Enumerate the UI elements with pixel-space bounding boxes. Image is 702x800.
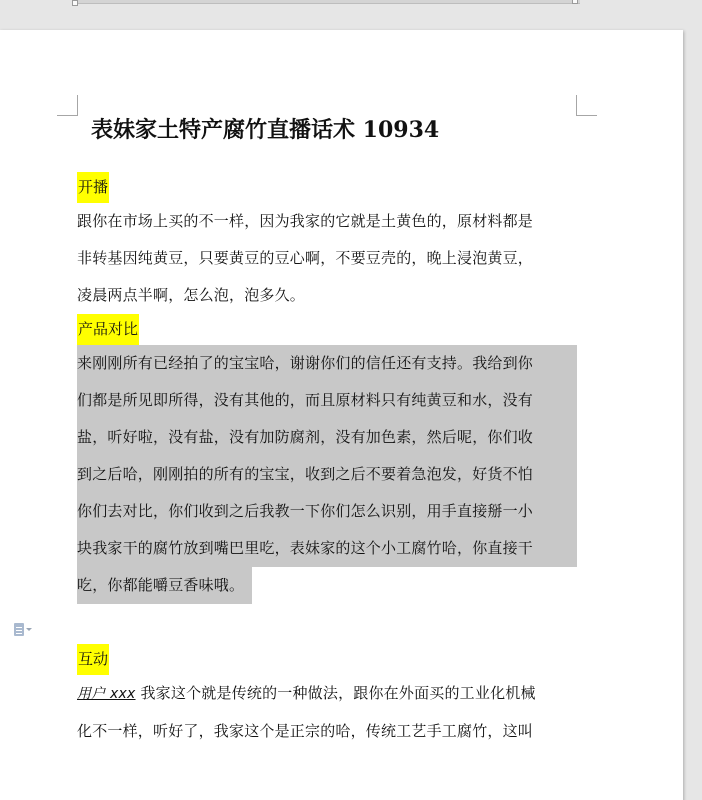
paragraph-line: 跟你在市场上买的不一样，因为我家的它就是土黄色的，原材料都是 — [77, 212, 534, 230]
section-heading-interaction[interactable]: 互动 — [77, 644, 109, 675]
section-heading-kaibo[interactable]: 开播 — [77, 172, 109, 203]
document-title[interactable]: 表妹家土特产腐竹直播话术 10934 — [91, 117, 440, 143]
paragraph-line: 块我家干的腐竹放到嘴巴里吃，表妹家的这个小工腐竹哈，你直接干 — [77, 530, 577, 567]
paragraph-interaction[interactable] — [77, 675, 577, 750]
ruler-left-indent-handle[interactable] — [72, 0, 78, 6]
document-body[interactable] — [77, 108, 577, 750]
document-options-icon[interactable] — [14, 621, 42, 637]
paragraph-kaibo[interactable] — [77, 203, 577, 314]
paragraph-line: 化不一样，听好了，我家这个是正宗的哈，传统工艺手工腐竹，这叫 — [77, 722, 534, 740]
paragraph-line-text: 我家这个就是传统的一种做法，跟你在外面买的工业化机械 — [135, 684, 536, 702]
margin-corner-top-right — [576, 95, 597, 116]
margin-corner-top-left — [57, 95, 78, 116]
paragraph-line — [77, 675, 577, 713]
paragraph-line: 非转基因纯黄豆，只要黄豆的豆心啊，不要豆壳的，晚上浸泡黄豆， — [77, 249, 534, 267]
paragraph-line: 凌晨两点半啊，怎么泡，泡多久。 — [77, 286, 306, 304]
paragraph-line: 来刚刚所有已经拍了的宝宝哈，谢谢你们的信任还有支持。我给到你 — [77, 345, 577, 382]
paragraph-line: 到之后哈，刚刚拍的所有的宝宝，收到之后不要着急泡发，好货不怕 — [77, 456, 577, 493]
page-icon — [14, 623, 24, 636]
paragraph-line: 们都是所见即所得，没有其他的，而且原材料只有纯黄豆和水，没有 — [77, 382, 577, 419]
paragraph-line: 你们去对比，你们收到之后我教一下你们怎么识别，用手直接掰一小 — [77, 493, 577, 530]
user-mention[interactable]: 用户 xxx — [77, 686, 136, 702]
paragraph-line: 盐，听好啦，没有盐，没有加防腐剂，没有加色素，然后呢，你们收 — [77, 419, 577, 456]
paragraph-product-compare-selected[interactable] — [77, 345, 577, 604]
paragraph-line: 吃，你都能嚼豆香味哦。 — [77, 567, 252, 604]
chevron-down-icon — [26, 628, 32, 631]
empty-paragraph — [77, 604, 577, 644]
section-heading-product-compare[interactable]: 产品对比 — [77, 314, 139, 345]
ruler-right-indent-handle[interactable] — [572, 0, 578, 4]
horizontal-ruler[interactable] — [74, 0, 580, 4]
